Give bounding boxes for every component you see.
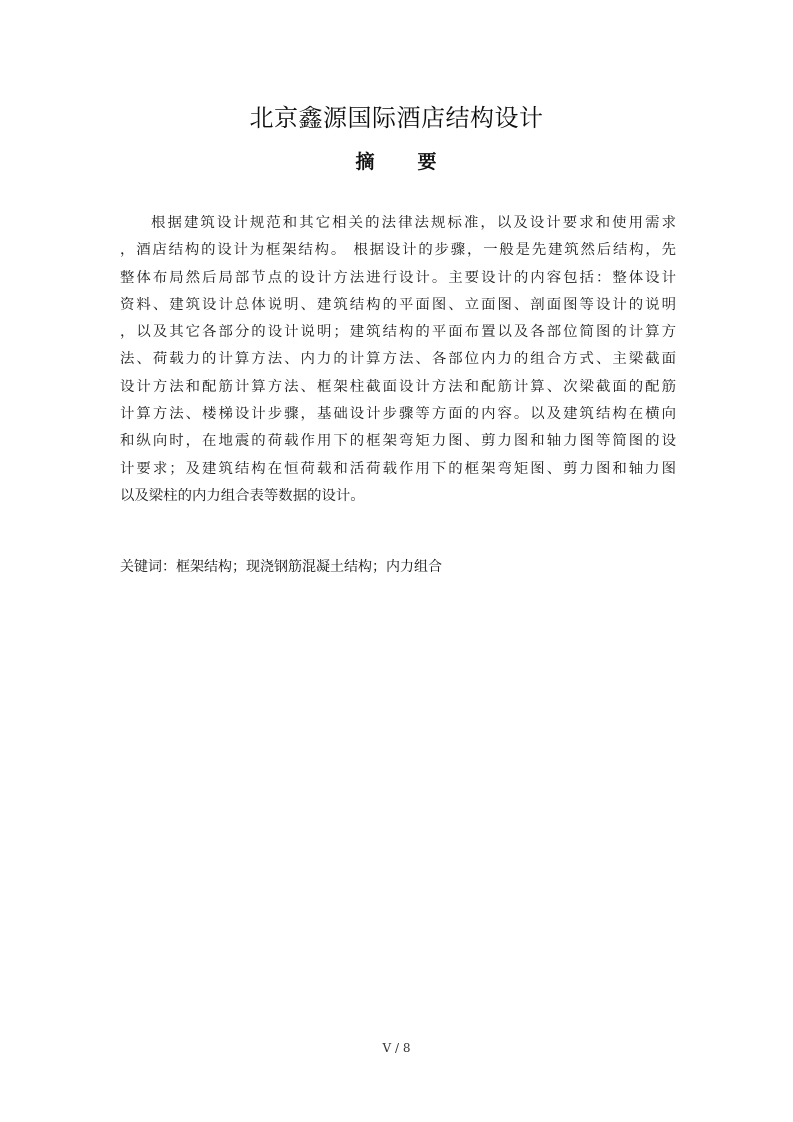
abstract-line: 设计方法和配筋计算方法、框架柱截面设计方法和配筋计算、次梁截面的配筋 [120,378,676,395]
abstract-line: 以及梁柱的内力组合表等数据的设计。 [120,487,365,504]
keywords-line: 关键词：框架结构；现浇钢筋混凝土结构；内力组合 [120,559,442,575]
page-number: V / 8 [382,1041,411,1055]
abstract-line: ，酒店结构的设计为框架结构。 根据设计的步骤，一般是先建筑然后结构，先 [120,242,676,259]
abstract-line: 资料、建筑设计总体说明、建筑结构的平面图、立面图、剖面图等设计的说明 [120,296,676,313]
abstract-heading [0,148,793,176]
abstract-line: 计要求；及建筑结构在恒荷载和活荷载作用下的框架弯矩图、剪力图和轴力图 [120,460,676,477]
abstract-body [120,210,676,510]
document-title: 北京鑫源国际酒店结构设计 [249,104,544,132]
abstract-line: 计算方法、楼梯设计步骤，基础设计步骤等方面的内容。以及建筑结构在横向 [120,406,676,423]
abstract-line: 根据建筑设计规范和其它相关的法律法规标准，以及设计要求和使用需求 [151,215,676,231]
abstract-heading-char-1: 摘 [355,151,376,173]
abstract-line: 法、荷载力的计算方法、内力的计算方法、各部位内力的组合方式、主梁截面 [120,351,676,368]
abstract-line: 整体布局然后局部节点的设计方法进行设计。主要设计的内容包括：整体设计 [120,269,676,286]
abstract-heading-char-2: 要 [417,151,438,173]
abstract-line: ，以及其它各部分的设计说明；建筑结构的平面布置以及各部位简图的计算方 [120,324,676,341]
abstract-line: 和纵向时，在地震的荷载作用下的框架弯矩力图、剪力图和轴力图等简图的设 [120,433,676,450]
